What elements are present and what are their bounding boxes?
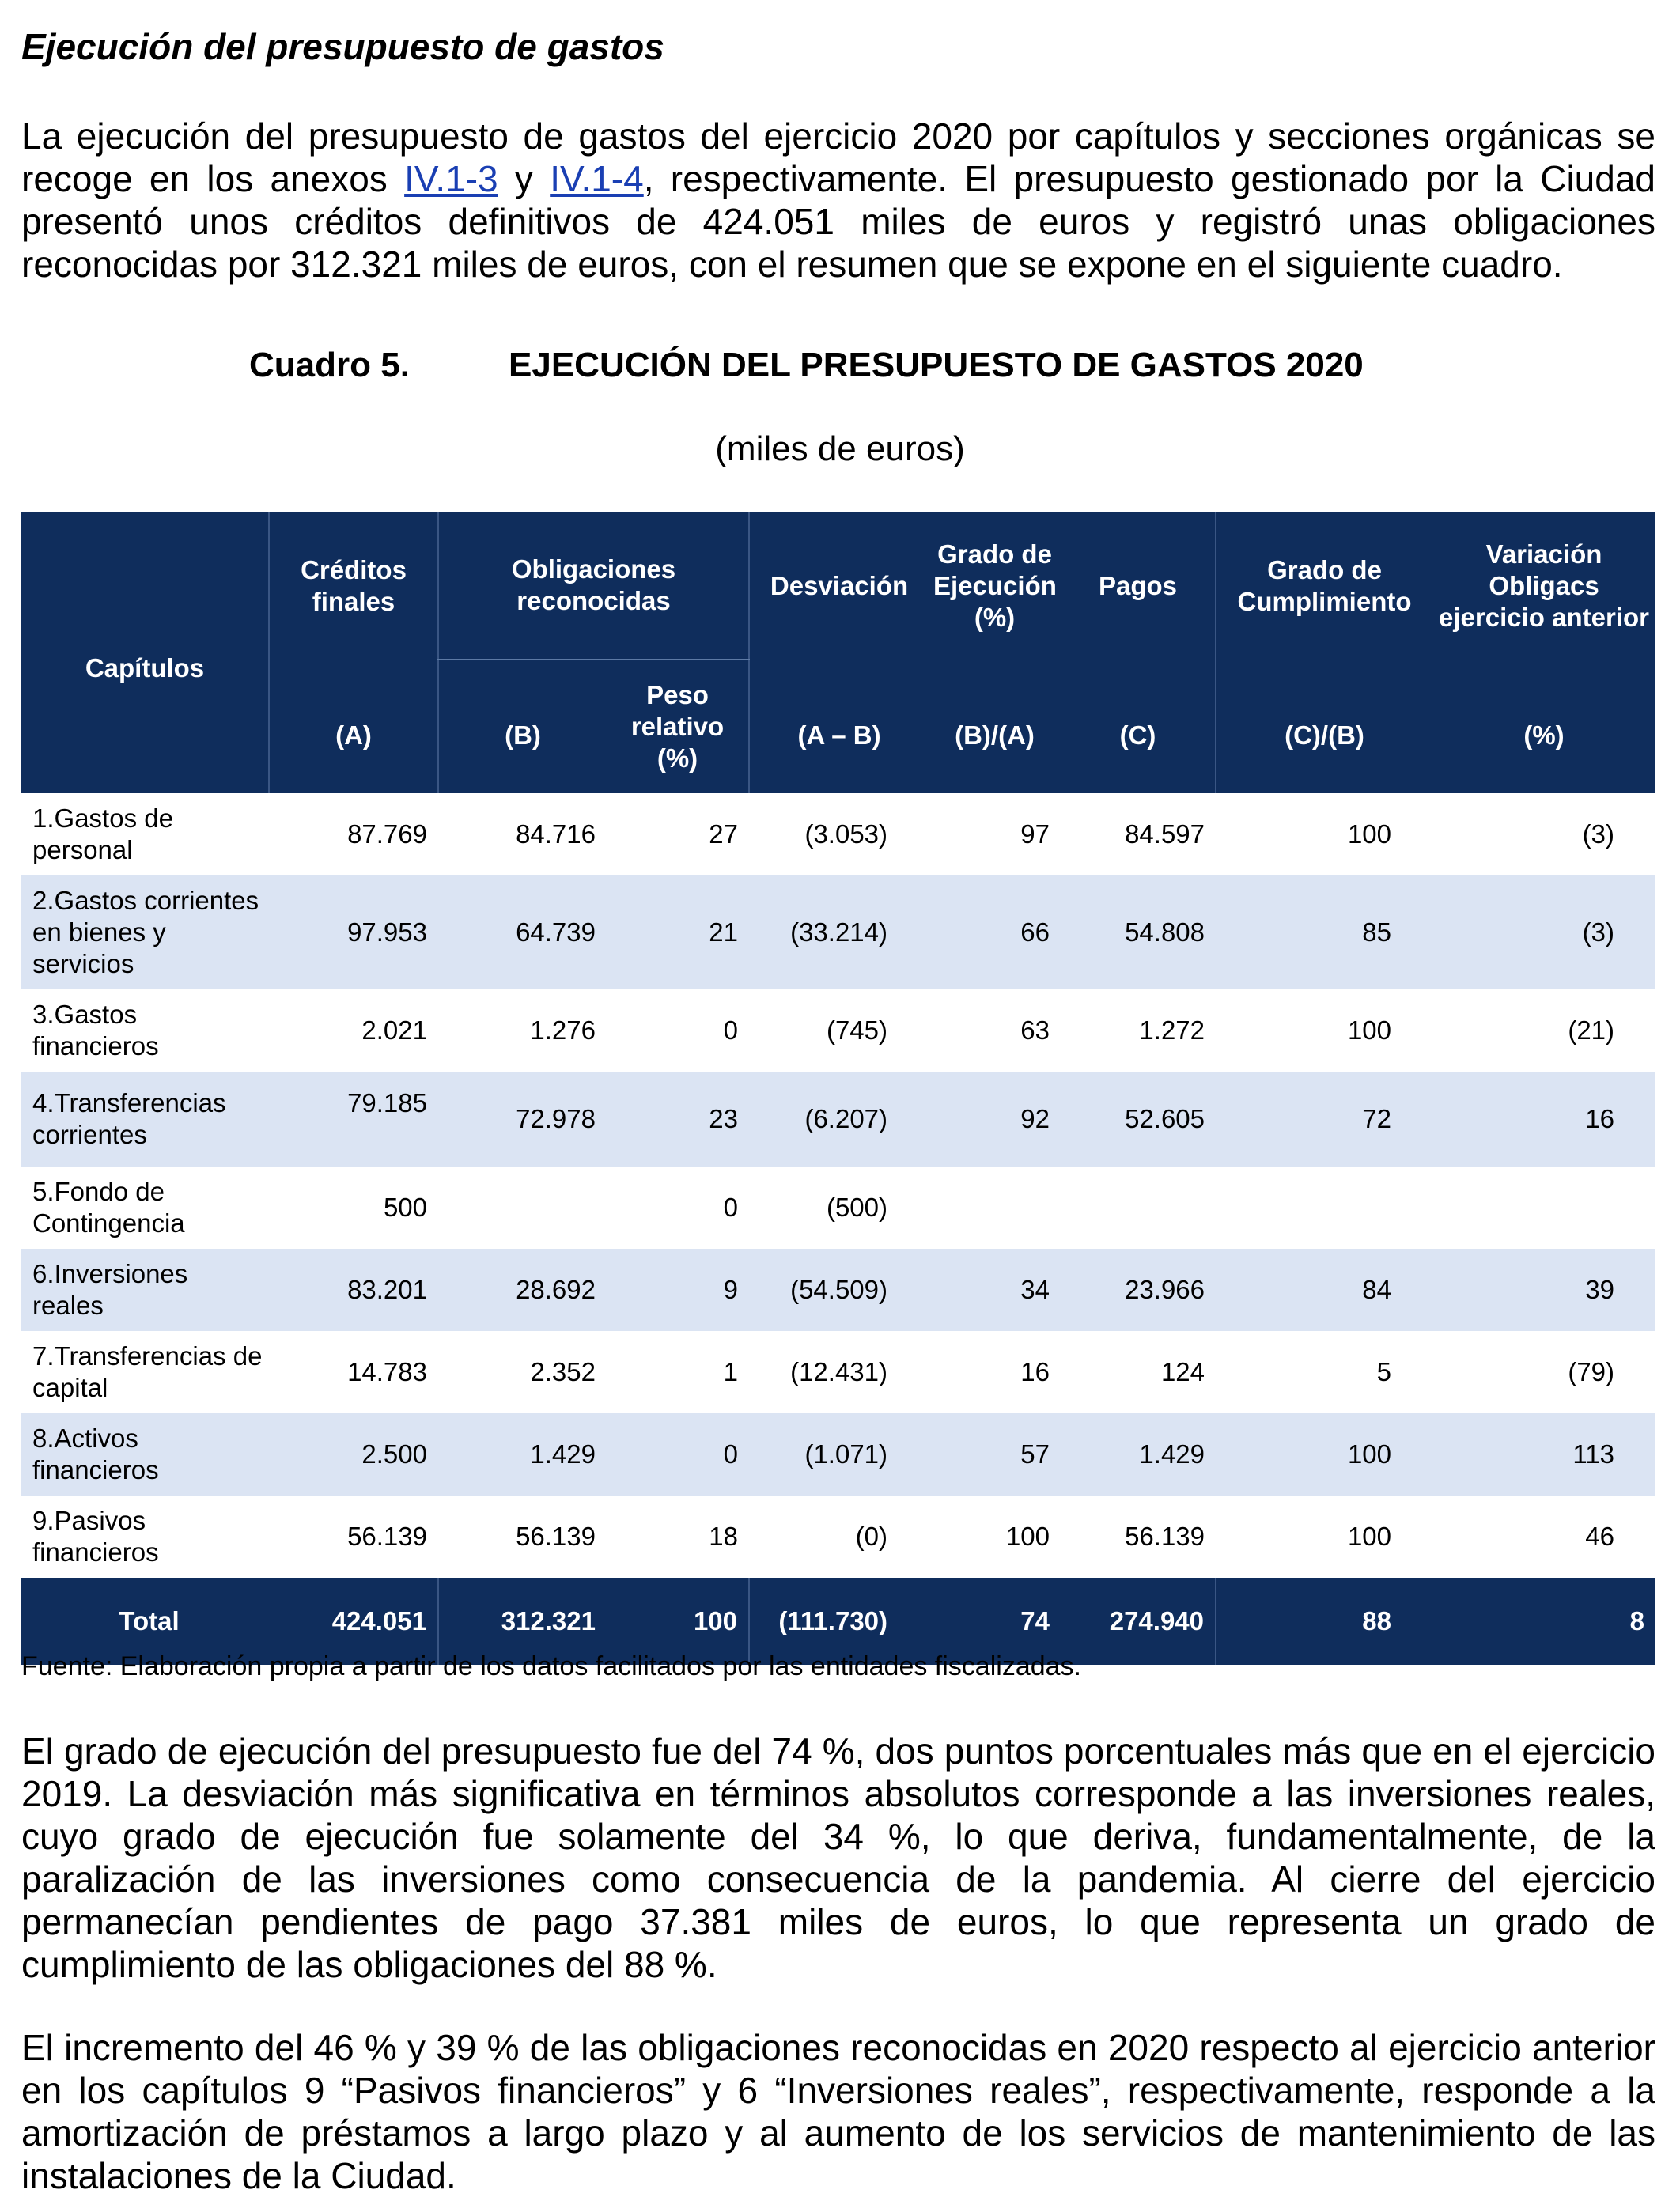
header-capitulos: Capítulos xyxy=(21,512,269,793)
cell-peso: 0 xyxy=(607,1413,749,1496)
header-obligaciones: Obligaciones reconocidas xyxy=(438,512,749,660)
cell-peso: 0 xyxy=(723,1015,739,1045)
cell-variacion: (21) xyxy=(1568,1015,1615,1045)
cell-variacion: 46 xyxy=(1585,1522,1615,1551)
intro-paragraph xyxy=(21,115,1655,285)
cell-variacion xyxy=(1432,1167,1655,1249)
header-peso xyxy=(607,660,749,793)
table-row xyxy=(21,1413,1655,1496)
cell-grado-ejecucion: 63 xyxy=(1020,1015,1050,1045)
total-pagos: 274.940 xyxy=(1061,1578,1216,1665)
cell-peso: 18 xyxy=(709,1522,739,1551)
header-sub-cb: (C)/(B) xyxy=(1216,660,1432,793)
cell-grado-ejecucion: 100 xyxy=(1005,1522,1050,1551)
table-caption-number: Cuadro 5. xyxy=(249,346,410,384)
table-row xyxy=(21,1167,1655,1249)
table-row xyxy=(21,989,1655,1072)
table-row xyxy=(21,1331,1655,1413)
row-label: 9.Pasivos financieros xyxy=(32,1506,159,1567)
table-row xyxy=(21,1072,1655,1167)
row-label: 1.Gastos de personal xyxy=(32,804,173,864)
cell-obligaciones: 1.276 xyxy=(530,1015,596,1045)
cell-peso: 27 xyxy=(709,819,739,849)
total-peso: 100 xyxy=(607,1578,749,1665)
cell-desviacion: (33.214) xyxy=(749,875,929,989)
total-desviacion: (111.730) xyxy=(749,1578,929,1665)
cell-desviacion: (12.431) xyxy=(790,1357,888,1386)
cell-desviacion: (6.207) xyxy=(749,1072,929,1167)
header-sub-pct: (%) xyxy=(1432,660,1655,793)
cell-grado-ejecucion: 66 xyxy=(929,875,1061,989)
cell-creditos: 79.185 xyxy=(269,1072,438,1167)
row-label: 6.Inversiones reales xyxy=(21,1249,269,1331)
intro-text-after: , respectivamente. El presupuesto gestionado por la Ciudad presentó unos créditos definitivos de 424.051 miles de euros y registró unas obligaciones reconocidas por 312.321 miles de euros, con el resumen que se expone en el siguiente cuadro. xyxy=(21,158,1656,285)
budget-execution-table xyxy=(21,512,1655,1665)
cell-obligaciones: 72.978 xyxy=(438,1072,607,1167)
cell-grado-ejecucion: 16 xyxy=(1020,1357,1050,1386)
cell-grado-cumplimiento: 100 xyxy=(1216,1413,1432,1496)
cell-grado-cumplimiento: 100 xyxy=(1347,819,1392,849)
cell-peso: 0 xyxy=(723,1193,739,1222)
row-label: 2.Gastos corrientes en bienes y servicios xyxy=(21,875,269,989)
header-desviacion: Desviación xyxy=(749,512,929,660)
cell-creditos: 2.021 xyxy=(361,1015,427,1045)
cell-pagos: 23.966 xyxy=(1061,1249,1216,1331)
header-sub-ba: (B)/(A) xyxy=(929,660,1061,793)
cell-pagos: 1.272 xyxy=(1139,1015,1205,1045)
total-grado-ejecucion: 74 xyxy=(929,1578,1061,1665)
header-peso-unit: (%) xyxy=(656,743,698,773)
cell-variacion: (3) xyxy=(1582,819,1615,849)
cell-grado-cumplimiento: 100 xyxy=(1347,1522,1392,1551)
table-caption-title: EJECUCIÓN DEL PRESUPUESTO DE GASTOS 2020 xyxy=(509,346,1364,384)
cell-pagos xyxy=(1061,1167,1216,1249)
cell-desviacion: (0) xyxy=(855,1522,888,1551)
cell-grado-cumplimiento: 72 xyxy=(1216,1072,1432,1167)
increment-paragraph: El incremento del 46 % y 39 % de las obligaciones reconocidas en 2020 respecto al ejercicio anterior en los capítulos 9 “Pasivos financieros” y 6 “Inversiones reales”, respectivamente, responde a la amortización de préstamos a largo plazo y al aumento de los servicios de mantenimiento de las instalaciones de la Ciudad. xyxy=(21,2027,1655,2196)
cell-desviacion: (500) xyxy=(826,1193,888,1222)
table-units: (miles de euros) xyxy=(715,429,965,468)
row-label: 8.Activos financieros xyxy=(21,1413,269,1496)
cell-creditos: 56.139 xyxy=(347,1522,427,1551)
cell-pagos: 56.139 xyxy=(1125,1522,1205,1551)
section-heading: Ejecución del presupuesto de gastos xyxy=(21,26,664,67)
total-creditos: 424.051 xyxy=(269,1578,438,1665)
row-label: 3.Gastos financieros xyxy=(32,1000,159,1061)
annex-link-iv-1-4[interactable]: IV.1-4 xyxy=(550,158,644,199)
table-row xyxy=(21,1496,1655,1578)
cell-obligaciones: 28.692 xyxy=(438,1249,607,1331)
total-obligaciones: 312.321 xyxy=(438,1578,607,1665)
cell-grado-cumplimiento: 100 xyxy=(1347,1015,1392,1045)
table-row xyxy=(21,793,1655,875)
cell-creditos: 97.953 xyxy=(269,875,438,989)
cell-obligaciones: 1.429 xyxy=(438,1413,607,1496)
cell-grado-ejecucion: 34 xyxy=(929,1249,1061,1331)
cell-pagos: 1.429 xyxy=(1061,1413,1216,1496)
cell-desviacion: (745) xyxy=(826,1015,888,1045)
cell-obligaciones: 84.716 xyxy=(516,819,596,849)
header-pagos: Pagos xyxy=(1061,512,1216,660)
cell-desviacion: (1.071) xyxy=(749,1413,929,1496)
cell-pagos: 124 xyxy=(1160,1357,1205,1386)
cell-pagos: 52.605 xyxy=(1061,1072,1216,1167)
table-source-note: Fuente: Elaboración propia a partir de los datos facilitados por las entidades fiscalizadas. xyxy=(21,1651,1081,1681)
header-sub-b: (B) xyxy=(438,660,607,793)
cell-grado-ejecucion: 97 xyxy=(1020,819,1050,849)
cell-grado-ejecucion xyxy=(929,1167,1061,1249)
header-grado-ejecucion: Grado de Ejecución (%) xyxy=(929,512,1061,660)
header-sub-c: (C) xyxy=(1061,660,1216,793)
header-creditos: Créditos finales xyxy=(269,512,438,660)
total-label: Total xyxy=(21,1578,269,1665)
intro-text-before: La ejecución del presupuesto de gastos del ejercicio 2020 por capítulos y secciones orgánicas se recoge en los anexos xyxy=(21,115,1655,199)
cell-creditos: 83.201 xyxy=(269,1249,438,1331)
row-label: 5.Fondo de Contingencia xyxy=(32,1177,185,1238)
cell-obligaciones xyxy=(438,1167,607,1249)
cell-variacion: 16 xyxy=(1432,1072,1655,1167)
cell-variacion: 113 xyxy=(1432,1413,1655,1496)
cell-obligaciones: 56.139 xyxy=(516,1522,596,1551)
cell-obligaciones: 2.352 xyxy=(530,1357,596,1386)
cell-grado-ejecucion: 57 xyxy=(929,1413,1061,1496)
row-label: 4.Transferencias corrientes xyxy=(21,1072,269,1167)
cell-pagos: 84.597 xyxy=(1125,819,1205,849)
cell-peso: 23 xyxy=(607,1072,749,1167)
cell-variacion: (3) xyxy=(1432,875,1655,989)
cell-peso: 1 xyxy=(723,1357,739,1386)
cell-grado-cumplimiento: 5 xyxy=(1376,1357,1392,1386)
cell-variacion: (79) xyxy=(1568,1357,1615,1386)
cell-creditos: 2.500 xyxy=(269,1413,438,1496)
cell-desviacion: (54.509) xyxy=(749,1249,929,1331)
cell-grado-ejecucion: 92 xyxy=(929,1072,1061,1167)
cell-creditos: 500 xyxy=(383,1193,427,1222)
total-variacion: 8 xyxy=(1432,1578,1655,1665)
cell-pagos: 54.808 xyxy=(1061,875,1216,989)
header-peso-label: Peso relativo xyxy=(630,680,725,741)
cell-peso: 21 xyxy=(607,875,749,989)
cell-variacion: 39 xyxy=(1432,1249,1655,1331)
annex-link-iv-1-3[interactable]: IV.1-3 xyxy=(404,158,498,199)
header-variacion: Variación Obligacs ejercicio anterior xyxy=(1432,512,1655,660)
cell-creditos: 14.783 xyxy=(347,1357,427,1386)
table-row xyxy=(21,1249,1655,1331)
header-sub-amb: (A – B) xyxy=(749,660,929,793)
total-grado-cumplimiento: 88 xyxy=(1216,1578,1432,1665)
row-label: 7.Transferencias de capital xyxy=(32,1341,263,1402)
cell-obligaciones: 64.739 xyxy=(438,875,607,989)
header-sub-a: (A) xyxy=(269,660,438,793)
header-grado-cumplimiento: Grado de Cumplimiento xyxy=(1216,512,1432,660)
cell-peso: 9 xyxy=(607,1249,749,1331)
analysis-paragraph: El grado de ejecución del presupuesto fue del 74 %, dos puntos porcentuales más que en el ejercicio 2019. La desviación más significativa en términos absolutos corresponde a las inversiones reales, cuyo grado de ejecución fue solamente del 34 %, lo que deriva, fundamentalmente, de la paralización de las inversiones como consecuencia de la pandemia. Al cierre del ejercicio permanecían pendientes de pago 37.381 miles de euros, lo que representa un grado de cumplimiento de las obligaciones del 88 %. xyxy=(21,1730,1655,1985)
cell-grado-cumplimiento xyxy=(1216,1167,1432,1249)
cell-grado-cumplimiento: 85 xyxy=(1216,875,1432,989)
intro-text-mid: y xyxy=(498,158,551,199)
cell-desviacion: (3.053) xyxy=(804,819,888,849)
cell-grado-cumplimiento: 84 xyxy=(1216,1249,1432,1331)
cell-creditos: 87.769 xyxy=(347,819,427,849)
table-row xyxy=(21,875,1655,989)
